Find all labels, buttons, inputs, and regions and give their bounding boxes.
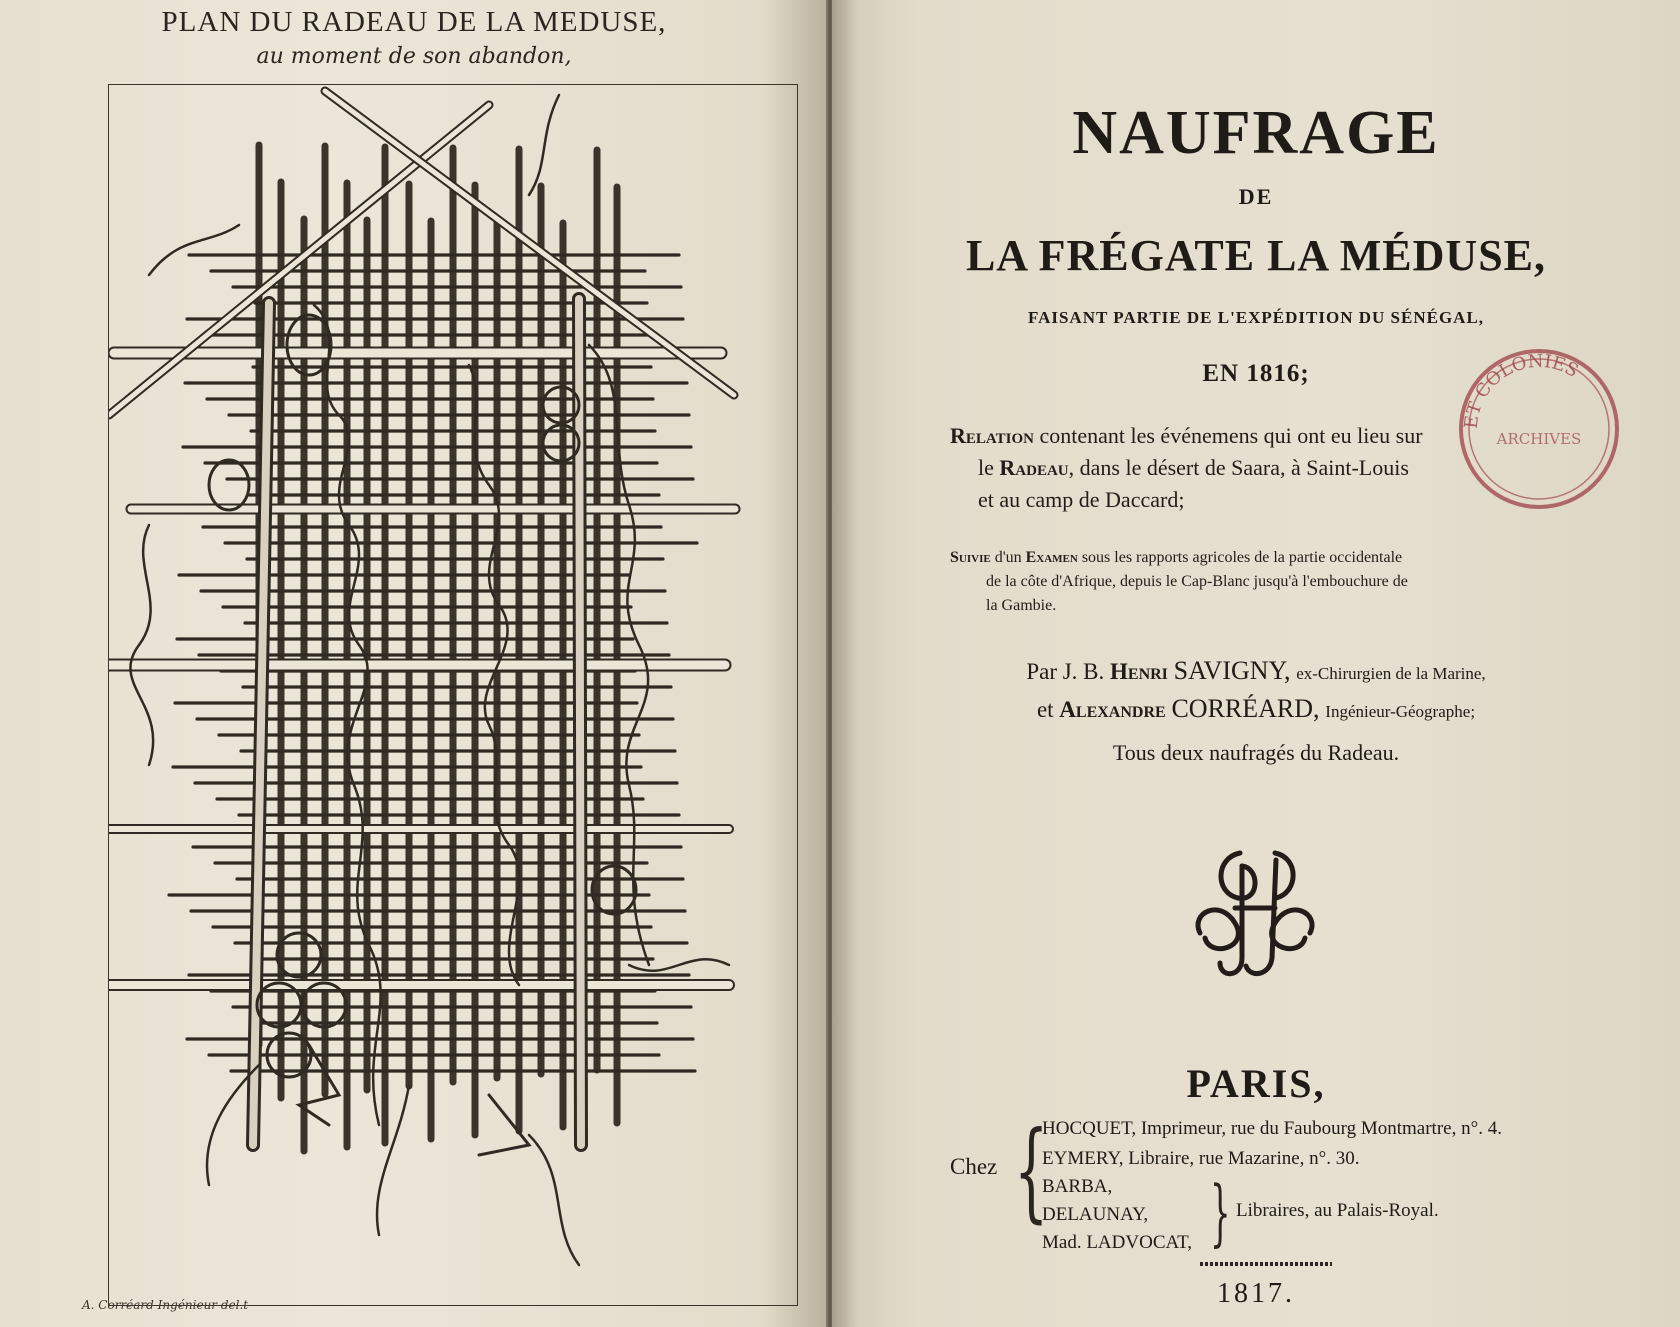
radeau-word: Radeau xyxy=(999,455,1069,480)
chez-label: Chez xyxy=(950,1154,998,1179)
library-stamp xyxy=(1447,334,1632,519)
suivie-text-1a: d'un xyxy=(994,549,1022,566)
publishers-brace: { xyxy=(1014,1109,1049,1234)
publication-year: 1817. xyxy=(1217,1278,1295,1309)
right-page xyxy=(832,0,1680,1327)
suivie-paragraph xyxy=(950,546,1650,618)
par-text: Par J. B. xyxy=(1026,659,1105,684)
plate-title: PLAN DU RADEAU DE LA MEDUSE, xyxy=(161,6,667,38)
suivie-line-2: de la côte d'Afrique, depuis le Cap-Blanc jusqu'à l'embouchure de xyxy=(986,573,1408,590)
relation-line-3: et au camp de Daccard; xyxy=(978,487,1185,512)
raft-engraving xyxy=(108,84,798,1306)
suivie-line-1 xyxy=(950,546,1650,570)
suivie-line-3: la Gambie. xyxy=(986,597,1057,614)
stamp-text-2: ARCHIVES xyxy=(1496,430,1582,448)
author-correard xyxy=(832,694,1680,724)
tous-line: Tous deux naufragés du Radeau. xyxy=(1112,740,1400,765)
henri-name: Henri xyxy=(1110,659,1168,684)
alexandre-name: Alexandre xyxy=(1059,697,1166,722)
publisher-line: DELAUNAY, xyxy=(1042,1204,1149,1225)
publisher-line: HOCQUET, Imprimeur, rue du Faubourg Montmartre, n°. 4. xyxy=(1042,1118,1502,1139)
ornament-rule xyxy=(1200,1262,1332,1266)
publisher-line: Mad. LADVOCAT, xyxy=(1042,1232,1193,1253)
author-savigny xyxy=(832,656,1680,686)
savigny-name: SAVIGNY, xyxy=(1173,656,1291,685)
suivie-word: Suivie xyxy=(950,549,991,566)
left-page xyxy=(0,0,828,1327)
svg-text:ET COLONIES xyxy=(1461,351,1582,430)
book-title: NAUFRAGE xyxy=(1072,99,1440,167)
savigny-role: ex-Chirurgien de la Marine, xyxy=(1296,664,1486,683)
correard-role: Ingénieur-Géographe; xyxy=(1325,702,1476,721)
stamp-text: ET COLONIES xyxy=(1460,350,1582,430)
examen-word: Examen xyxy=(1025,549,1078,566)
suivie-text-1b: sous les rapports agricoles de la partie occidentale xyxy=(1081,549,1403,566)
raft-illustration xyxy=(109,85,797,1305)
plate-subtitle: au moment de son abandon, xyxy=(256,44,572,69)
relation-text-2b: , dans le désert de Saara, à Saint-Louis xyxy=(1068,455,1409,480)
engraver-credit: A. Corréard Ingénieur del.t xyxy=(82,1298,249,1312)
libraires-brace: } xyxy=(1210,1170,1231,1254)
publisher-line: BARBA, xyxy=(1042,1176,1113,1197)
relation-text-2a: le xyxy=(978,455,994,480)
year-line: EN 1816; xyxy=(1202,360,1310,387)
expedition-line: FAISANT PARTIE DE L'EXPÉDITION DU SÉNÉGAL, xyxy=(1027,308,1485,327)
publisher-line: EYMERY, Libraire, rue Mazarine, n°. 30. xyxy=(1042,1148,1360,1169)
relation-word: Relation xyxy=(950,423,1034,448)
monogram-ornament xyxy=(1180,838,1330,988)
title-de: DE xyxy=(1238,184,1274,209)
libraires-text: Libraires, au Palais-Royal. xyxy=(1236,1200,1439,1221)
city: PARIS, xyxy=(1186,1061,1326,1106)
correard-name: CORRÉARD, xyxy=(1171,694,1320,723)
et-text: et xyxy=(1036,697,1054,722)
book-subtitle: LA FRÉGATE LA MÉDUSE, xyxy=(965,231,1547,280)
relation-text-1: contenant les événemens qui ont eu lieu sur xyxy=(1039,423,1423,448)
